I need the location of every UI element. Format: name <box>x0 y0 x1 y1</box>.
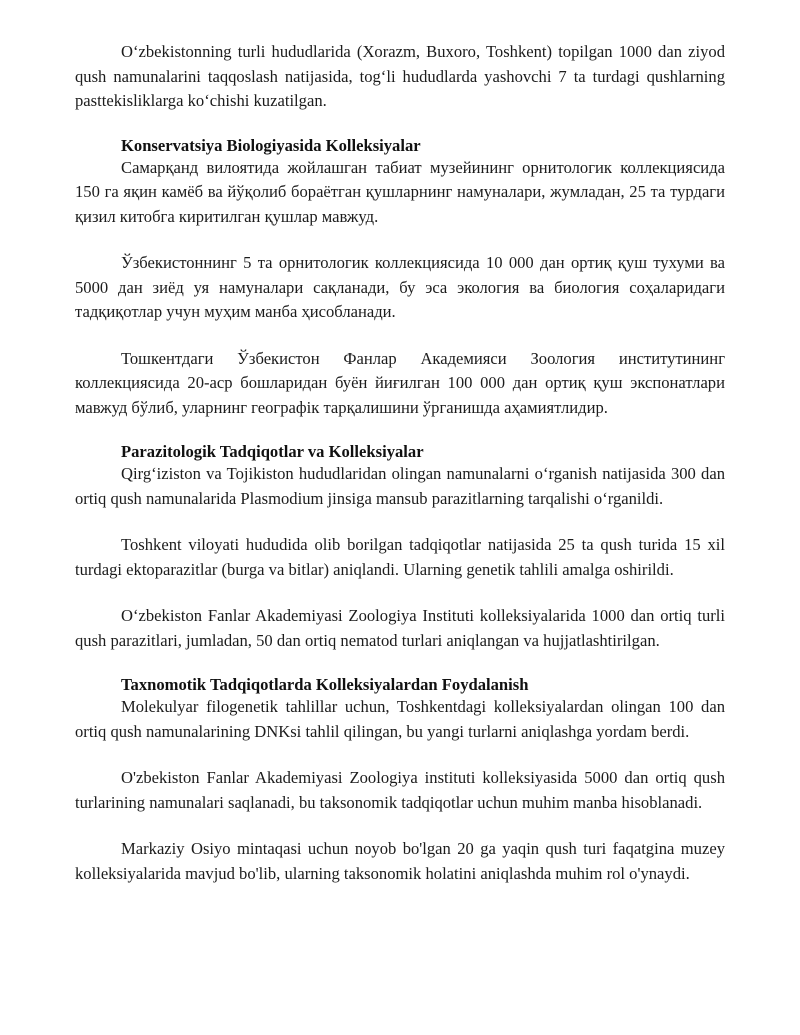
taxonomy-section <box>75 675 725 886</box>
paragraph: O‘zbekiston Fanlar Akademiyasi Zoologiya Instituti kolleksiyalarida 1000 dan ortiq turli qush parazitlari, jumladan, 50 dan ortiq nematod turlari aniqlangan va hujjatlashtirilgan. <box>75 606 725 650</box>
parasitology-section <box>75 442 725 653</box>
paragraph: Qirg‘iziston va Tojikiston hududlaridan olingan namunalarni o‘rganish natijasida 300 dan ortiq qush namunalarida Plasmodium jinsiga mansub parazitlarning tarqalishi o‘rganildi. <box>75 464 725 508</box>
section-heading: Parazitologik Tadqiqotlar va Kolleksiyalar <box>121 442 424 461</box>
paragraph: O'zbekiston Fanlar Akademiyasi Zoologiya instituti kolleksiyasida 5000 dan ortiq qush turlarining namunalari saqlanadi, bu taksonomik tadqiqotlar uchun muhim manba hisoblanadi. <box>75 768 725 812</box>
conservation-section <box>75 136 725 421</box>
paragraph: Ўзбекистоннинг 5 та орнитологик коллекциясида 10 000 дан ортиқ қуш тухуми ва 5000 дан зиёд уя намуналари сақланади, бу эса экология ва биология соҳаларидаги тадқиқотлар учун муҳим манба ҳисобланади. <box>75 253 725 321</box>
section-heading: Taxnomotik Tadqiqotlarda Kolleksiyalardan Foydalanish <box>121 675 529 694</box>
paragraph: Тошкентдаги Ўзбекистон Фанлар Академияси Зоология институтининг коллекциясида 20-аср бошларидан буён йиғилган 100 000 дан ортиқ қуш экспонатлари мавжуд бўлиб, уларнинг географік тарқалишини ўрганишда аҳамиятлидир. <box>75 348 725 417</box>
paragraph: O‘zbekistonning turli hududlarida (Xorazm, Buxoro, Toshkent) topilgan 1000 dan ziyod qush namunalarini taqqoslash natijasida, tog‘li hududlarda yashovchi 7 ta turdagi qushlarning pasttekisliklarga ko‘chishi kuzatilgan. <box>75 42 725 110</box>
paragraph: Самарқанд вилоятида жойлашган табиат музейининг орнитологик коллекциясида 150 га яқин камёб ва йўқолиб бораётган қушларнинг намуналари, жумладан, 25 та турдаги қизил китобга киритилган қушлар мавжуд. <box>75 157 725 226</box>
intro-section <box>75 40 725 114</box>
paragraph: Molekulyar filogenetik tahlillar uchun, Toshkentdagi kolleksiyalardan olingan 100 dan ortiq qush namunalarining DNKsi tahlil qilingan, bu yangi turlarni aniqlashga yordam berdi. <box>75 697 725 741</box>
paragraph: Toshkent viloyati hududida olib borilgan tadqiqotlar natijasida 25 ta qush turida 15 xil turdagi ektoparazitlar (burga va bitlar) aniqlandi. Ularning genetik tahlili amalga oshirildi. <box>75 535 725 579</box>
section-heading: Konservatsiya Biologiyasida Kolleksiyalar <box>121 135 421 155</box>
paragraph: Markaziy Osiyo mintaqasi uchun noyob bo'lgan 20 ga yaqin qush turi faqatgina muzey kolleksiyalarida mavjud bo'lib, ularning taksonomik holatini aniqlashda muhim rol o'ynaydi. <box>75 839 725 883</box>
document-page <box>75 40 725 908</box>
